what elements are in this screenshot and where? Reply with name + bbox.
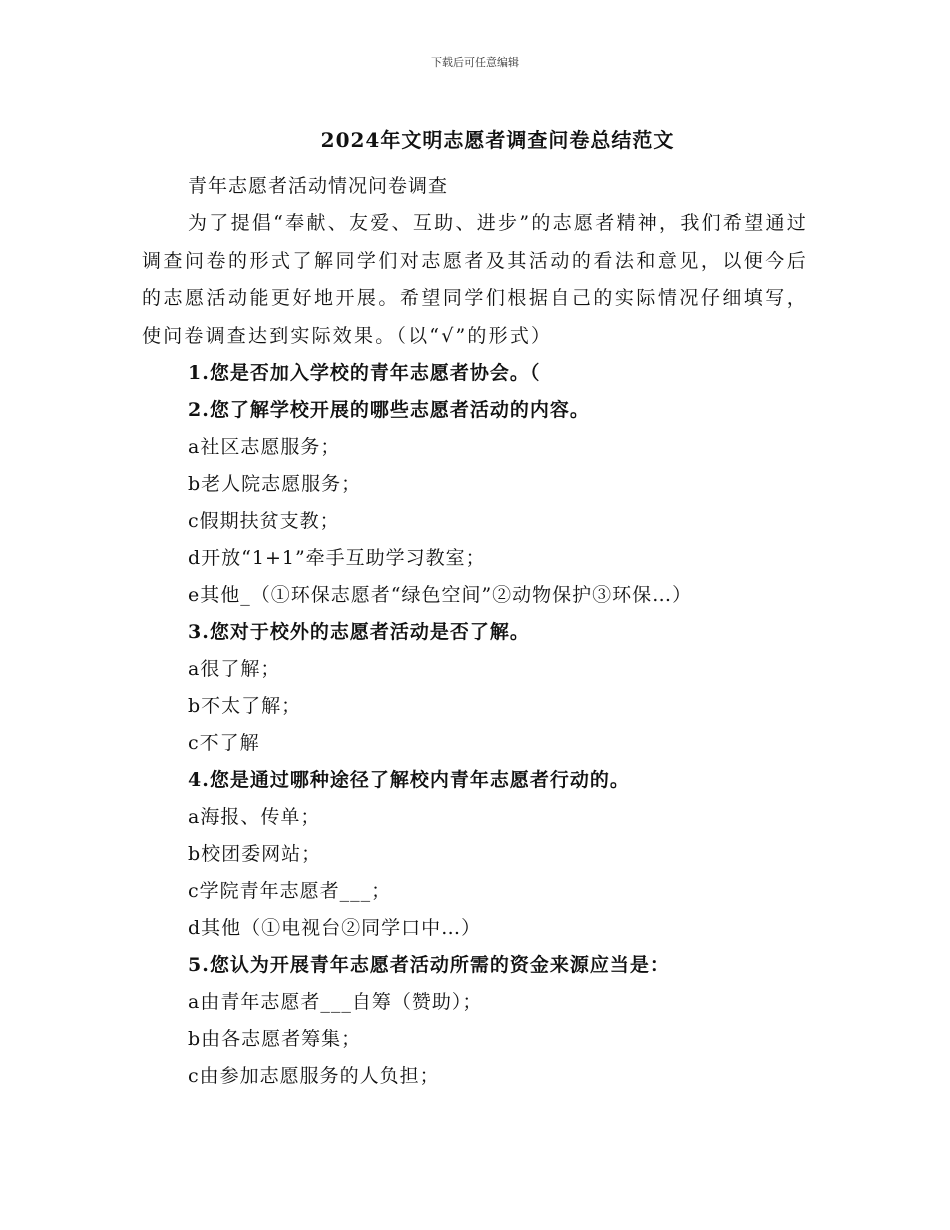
- question-2-option-e: e其他_（①环保志愿者“绿色空间”②动物保护③环保…）: [188, 584, 693, 606]
- intro-paragraph: 为了提倡“奉献、友爱、互助、进步”的志愿者精神，我们希望通过调查问卷的形式了解同学们对志愿者及其活动的看法和意见，以便今后的志愿活动能更好地开展。希望同学们根据自己的实际情况仔细填写，使问卷调查达到实际效果。（以“√”的形式）: [142, 212, 808, 347]
- question-2-option-a: a社区志愿服务；: [188, 436, 341, 458]
- question-3-option-b: b不太了解；: [188, 695, 302, 717]
- question-5-option-b: b由各志愿者筹集；: [188, 1028, 362, 1050]
- question-1: 1.您是否加入学校的青年志愿者协会。（: [188, 362, 541, 384]
- question-5-option-c: c由参加志愿服务的人负担；: [188, 1065, 440, 1087]
- question-4: 4.您是通过哪种途径了解校内青年志愿者行动的。: [188, 769, 630, 791]
- document-body: [142, 168, 808, 1095]
- question-2-option-b: b老人院志愿服务；: [188, 473, 362, 495]
- question-4-option-d: d其他（①电视台②同学口中…）: [188, 917, 482, 939]
- question-2-option-d: d开放“1+1”牵手互助学习教室；: [188, 547, 486, 569]
- header-note: 下载后可任意编辑: [431, 56, 519, 69]
- document-title: 2024年文明志愿者调查问卷总结范文: [320, 128, 675, 152]
- question-5: 5.您认为开展青年志愿者活动所需的资金来源应当是：: [188, 954, 670, 976]
- question-5-option-a: a由青年志愿者___自筹（赞助）；: [188, 991, 483, 1013]
- question-4-option-c: c学院青年志愿者___；: [188, 880, 392, 902]
- question-3: 3.您对于校外的志愿者活动是否了解。: [188, 621, 530, 643]
- question-2-option-c: c假期扶贫支教；: [188, 510, 340, 532]
- question-4-option-b: b校团委网站；: [188, 843, 322, 865]
- question-3-option-c: c不了解: [188, 732, 260, 754]
- question-4-option-a: a海报、传单；: [188, 806, 321, 828]
- question-3-option-a: a很了解；: [188, 658, 281, 680]
- question-2: 2.您了解学校开展的哪些志愿者活动的内容。: [188, 399, 590, 421]
- subtitle: 青年志愿者活动情况问卷调查: [188, 175, 449, 197]
